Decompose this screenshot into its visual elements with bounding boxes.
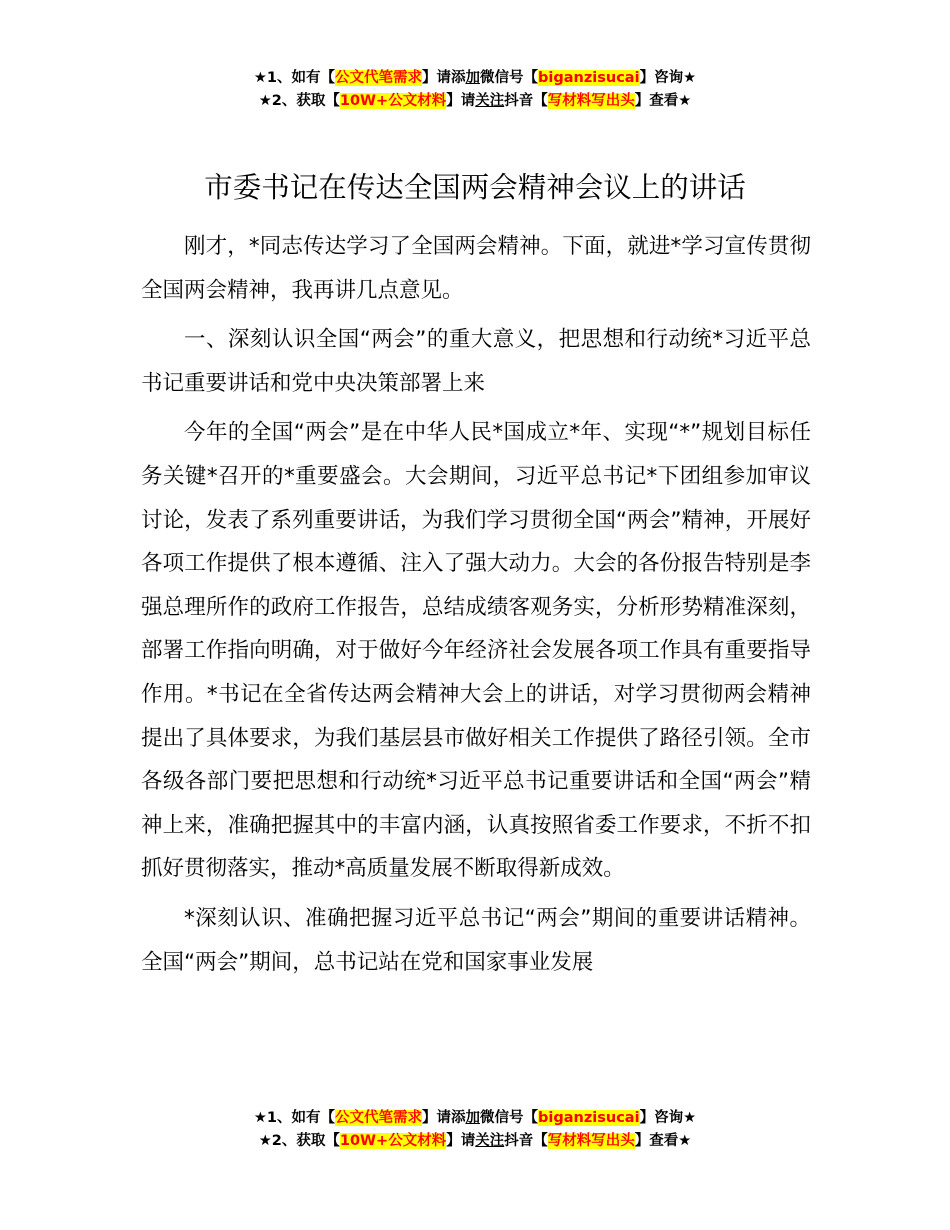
banner-text: ★1、如有【 <box>253 70 336 86</box>
document-title: 市委书记在传达全国两会精神会议上的讲话 <box>204 171 746 204</box>
header-banner <box>0 67 950 113</box>
banner-highlight: 公文代笔需求 <box>335 1110 423 1126</box>
banner-text: 】查看★ <box>634 93 692 109</box>
banner-text: 抖音【 <box>504 1133 548 1149</box>
banner-text: 】请添 <box>422 1110 466 1126</box>
banner-highlight: biganzisucai <box>538 70 640 86</box>
banner-text: 】查看★ <box>634 1133 692 1149</box>
banner-line-1 <box>0 1107 950 1130</box>
banner-text: ★2、获取【 <box>258 93 340 109</box>
banner-text: 】咨询★ <box>639 70 697 86</box>
banner-highlight: 写材料写出头 <box>547 1133 635 1149</box>
banner-underline: 关注 <box>475 1133 505 1149</box>
banner-highlight: 10W+公文材料 <box>339 93 447 109</box>
banner-text: 微信号【 <box>480 1110 539 1126</box>
banner-text: 】请添 <box>422 70 466 86</box>
banner-highlight: 10W+公文材料 <box>339 1133 447 1149</box>
banner-underline: 关注 <box>475 93 505 109</box>
banner-highlight: biganzisucai <box>538 1110 640 1126</box>
paragraph: *深刻认识、准确把握习近平总书记“两会”期间的重要讲话精神。全国“两会”期间，总书记站在党和国家事业发展 <box>141 905 811 975</box>
banner-line-2 <box>0 90 950 113</box>
banner-underline: 加 <box>465 1110 481 1126</box>
document-body <box>141 225 811 990</box>
banner-text: 】请 <box>446 1133 476 1149</box>
footer-banner <box>0 1107 950 1153</box>
banner-text: 】请 <box>446 93 476 109</box>
paragraph: 今年的全国“两会”是在中华人民*国成立*年、实现“*”规划目标任务关键*召开的*重要盛会。大会期间，习近平总书记*下团组参加审议讨论，发表了系列重要讲话，为我们学习贯彻全国“两会”精神，开展好各项工作提供了根本遵循、注入了强大动力。大会的各份报告特别是李强总理所作的政府工作报告，总结成绩客观务实，分析形势精准深刻，部署工作指向明确，对于做好今年经济社会发展各项工作具有重要指导作用。*书记在全省传达两会精神大会上的讲话，对学习贯彻两会精神提出了具体要求，为我们基层县市做好相关工作提供了路径引领。全市各级各部门要把思想和行动统*习近平总书记重要讲话和全国“两会”精神上来，准确把握其中的丰富内涵，认真按照省委工作要求，不折不扣抓好贯彻落实，推动*高质量发展不断取得新成效。 <box>141 420 811 882</box>
banner-highlight: 公文代笔需求 <box>335 70 423 86</box>
section-heading: 一、深刻认识全国“两会”的重大意义，把思想和行动统*习近平总书记重要讲话和党中央决策部署上来 <box>141 327 811 396</box>
banner-underline: 加 <box>465 70 481 86</box>
banner-text: ★1、如有【 <box>253 1110 336 1126</box>
paragraph: 刚才，*同志传达学习了全国两会精神。下面，就进*学习宣传贯彻全国两会精神，我再讲几点意见。 <box>141 234 811 303</box>
banner-text: ★2、获取【 <box>258 1133 340 1149</box>
banner-text: 】咨询★ <box>639 1110 697 1126</box>
banner-line-2 <box>0 1130 950 1153</box>
banner-text: 抖音【 <box>504 93 548 109</box>
banner-line-1 <box>0 67 950 90</box>
banner-text: 微信号【 <box>480 70 539 86</box>
banner-highlight: 写材料写出头 <box>547 93 635 109</box>
